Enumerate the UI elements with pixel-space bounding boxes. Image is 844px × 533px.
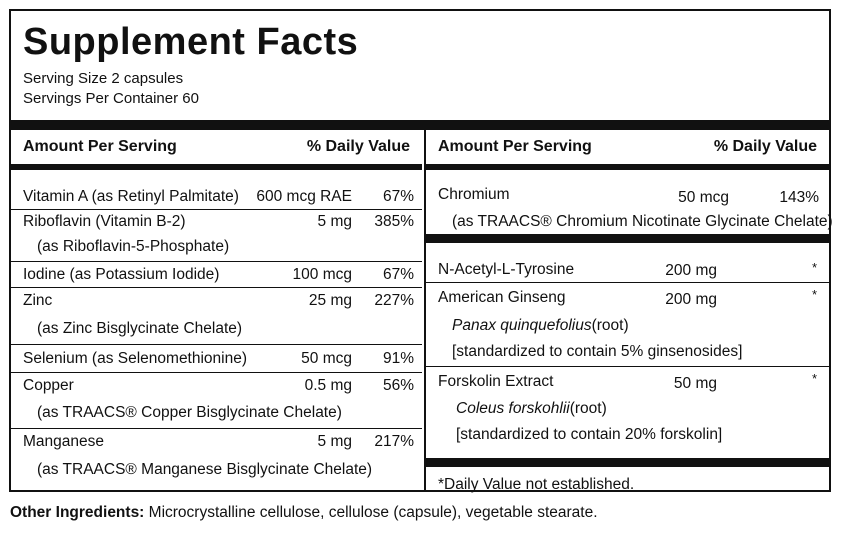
nutrient-amount: 5 mg <box>317 433 352 450</box>
nutrient-dv: 385% <box>374 213 414 230</box>
nutrient-source: (as Zinc Bisglycinate Chelate) <box>37 320 243 337</box>
nutrient-source: (as Riboflavin-5-Phosphate) <box>37 238 230 255</box>
nutrient-dv: 56% <box>382 377 414 394</box>
nutrient-name: Manganese <box>23 433 105 450</box>
other-ingredients <box>10 504 598 522</box>
nutrient-dv: 143% <box>779 189 819 206</box>
daily-value-header: % Daily Value <box>713 138 817 155</box>
nutrient-dv: 67% <box>382 188 414 205</box>
standardization-note: [standardized to contain 20% forskolin] <box>456 426 723 443</box>
footnote: *Daily Value not established. <box>438 476 635 493</box>
nutrient-amount: 0.5 mg <box>304 377 352 394</box>
nutrient-row-copper <box>11 374 422 429</box>
standardization-note: [standardized to contain 5% ginsenosides] <box>452 343 743 360</box>
nutrient-row-selenium <box>11 346 422 373</box>
nutrient-name: N-Acetyl-L-Tyrosine <box>438 261 575 278</box>
left-column <box>11 130 422 490</box>
nutrient-amount: 5 mg <box>317 213 352 230</box>
nutrient-dv: * <box>811 371 817 386</box>
nutrient-name: Selenium (as Selenomethionine) <box>23 350 248 367</box>
serving-size: Serving Size 2 capsules <box>23 70 184 87</box>
amount-per-serving-header: Amount Per Serving <box>23 138 177 155</box>
nutrient-row-american-ginseng <box>426 284 829 367</box>
nutrient-source: Panax quinquefolius(root) <box>452 317 629 334</box>
nutrient-name: Forskolin Extract <box>438 373 554 390</box>
supplement-facts-panel <box>9 9 831 492</box>
nutrient-amount: 100 mcg <box>292 266 352 283</box>
nutrient-amount: 50 mcg <box>678 189 729 206</box>
nutrient-dv: * <box>811 260 817 275</box>
amount-per-serving-header: Amount Per Serving <box>438 138 592 155</box>
nutrient-row-forskolin-extract <box>426 368 829 467</box>
nutrient-dv: 91% <box>382 350 414 367</box>
nutrient-name: Riboflavin (Vitamin B-2) <box>23 213 186 230</box>
nutrient-source: (as TRAACS® Manganese Bisglycinate Chelate) <box>37 461 373 478</box>
nutrient-amount: 50 mcg <box>301 350 352 367</box>
nutrient-source: (as TRAACS® Copper Bisglycinate Chelate) <box>37 404 342 421</box>
daily-value-header: % Daily Value <box>306 138 410 155</box>
nutrient-amount: 200 mg <box>665 291 717 308</box>
servings-per-container: Servings Per Container 60 <box>23 90 199 107</box>
nutrient-name: Copper <box>23 377 74 394</box>
nutrient-row-zinc <box>11 289 422 345</box>
nutrient-row-riboflavin <box>11 211 422 262</box>
nutrient-name: American Ginseng <box>438 289 566 306</box>
nutrient-amount: 600 mcg RAE <box>256 188 352 205</box>
other-ingredients-text: Microcrystalline cellulose, cellulose (capsule), vegetable stearate. <box>144 504 598 521</box>
nutrient-row-chromium <box>426 182 833 243</box>
nutrient-name: Chromium <box>438 186 510 203</box>
thick-divider <box>11 120 829 130</box>
nutrient-dv: * <box>811 287 817 302</box>
nutrient-amount: 50 mg <box>673 375 717 392</box>
nutrient-row-vitamin-a <box>11 186 422 210</box>
right-header <box>426 130 829 170</box>
nutrient-row-n-acetyl-l-tyrosine <box>426 257 829 283</box>
nutrient-row-manganese <box>11 430 422 486</box>
nutrient-amount: 200 mg <box>665 262 717 279</box>
nutrient-name: Vitamin A (as Retinyl Palmitate) <box>23 188 239 205</box>
nutrient-source: (as TRAACS® Chromium Nicotinate Glycinate Chelate) <box>452 213 833 230</box>
nutrient-row-iodine <box>11 263 422 288</box>
right-column <box>424 130 833 493</box>
panel-title: Supplement Facts <box>23 21 359 63</box>
nutrient-name: Zinc <box>23 292 53 309</box>
nutrient-amount: 25 mg <box>308 292 352 309</box>
other-ingredients-label: Other Ingredients: <box>10 504 145 521</box>
left-header <box>11 130 422 170</box>
nutrient-name: Iodine (as Potassium Iodide) <box>23 266 220 283</box>
nutrient-source: Coleus forskohlii(root) <box>456 400 607 417</box>
nutrient-dv: 227% <box>374 292 414 309</box>
nutrient-dv: 217% <box>374 433 414 450</box>
nutrient-dv: 67% <box>382 266 414 283</box>
